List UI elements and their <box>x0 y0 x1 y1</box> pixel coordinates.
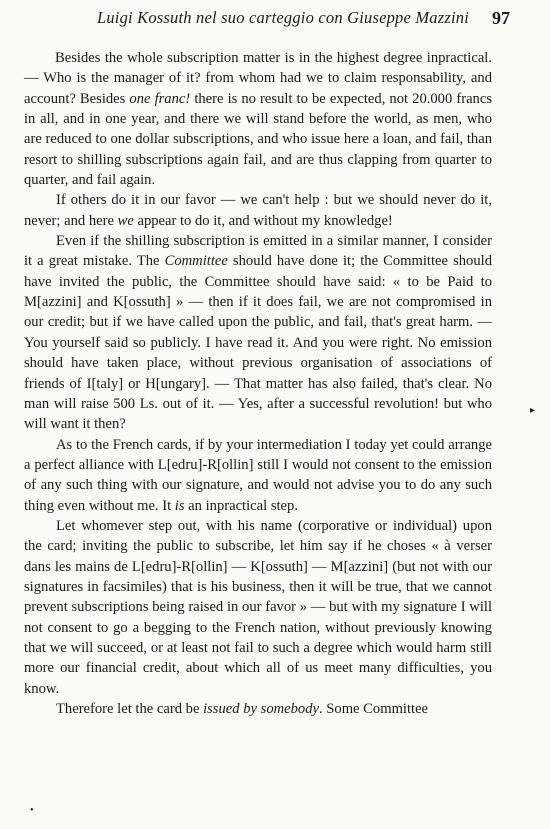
paragraph-text: Even if the shilling subscription is emitted in a similar manner, I consider it a great mistake. The <box>24 233 492 270</box>
paragraph-text: an inpractical step. <box>184 497 298 514</box>
paragraph-text: appear to do it, and without my knowledge! <box>133 212 393 229</box>
body-text <box>24 48 492 719</box>
emphasis-text: we <box>117 212 134 229</box>
paragraph <box>24 231 492 434</box>
emphasis-text: Committee <box>164 253 228 270</box>
running-title: Luigi Kossuth nel suo carteggio con Giuseppe Mazzini <box>96 8 469 27</box>
page-header <box>56 8 510 32</box>
paragraph-text: should have done it; the Committee should have invited the public, the Committee should have said: « to be Paid to M[azzini] and K[ossuth] » — then if it does fail, we are not compromised in our credit; but if we have called upon the public, and fail, that's great harm. — You yourself said so publicly. I have read it. And you were right. No emission should have taken place, without previous organisation of associations of friends of I[taly] or H[ungary]. — That matter has also failed, that's clear. No man will raise 500 Ls. out of it. — Yes, after a successful revolution! but who will want it then? <box>24 253 492 433</box>
paragraph-text: there is no result to be expected, not 20.000 francs in all, and in one year, and there we will stand before the world, as men, who are reduced to one dollar subscriptions, and who issue here a loan, and fail, than resort to shilling subscriptions again fail, and are thus clapping from quarter to quarter, and fail again. <box>24 90 493 189</box>
paragraph-text: Let whomever step out, with his name (corporative or individual) upon the card; inviting the public to subscribe, let him say if he choses « à verser dans les mains de L[edru]-R[ollin] — K[ossuth] — M[azzini] (but not with our signatures in facsimiles) that is his business, then it will be true, that we cannot prevent subscriptions being raised in our favor » — but with my signature I will not consent to go a begging to the French nation, without previously knowing that we will succeed, or at least not fail to such a degree which would harm still more our financial credit, about which all of us meet many difficulties, you know. <box>24 517 492 697</box>
emphasis-text: issued by somebody <box>203 701 319 717</box>
page-number: 97 <box>492 8 510 28</box>
paragraph-text: As to the French cards, if by your intermediation I today yet could arrange a perfect alliance with L[edru]-R[ollin] still I would not consent to the emission of any such thing with our signature, and would not advise you to do any such thing even without me. It <box>24 436 492 514</box>
margin-speck: • <box>30 805 34 816</box>
paragraph-text: Besides the whole subscription matter is in the highest degree inpractical. — Who is the manager of it? from whom had we to claim responsability, and account? Besides <box>24 50 492 107</box>
paragraph <box>24 190 492 231</box>
paragraph <box>24 699 492 719</box>
paragraph-text: If others do it in our favor — we can't help : but we should never do it, never; and here <box>24 192 492 229</box>
margin-speck: ▸ <box>530 405 536 416</box>
paragraph-text: Therefore let the card be <box>56 701 204 717</box>
paragraph <box>24 435 492 516</box>
paragraph-text: . Some Committee <box>319 701 429 717</box>
paragraph <box>24 516 492 699</box>
emphasis-text: is <box>174 497 185 514</box>
emphasis-text: one franc! <box>129 90 191 107</box>
paragraph <box>24 48 492 190</box>
